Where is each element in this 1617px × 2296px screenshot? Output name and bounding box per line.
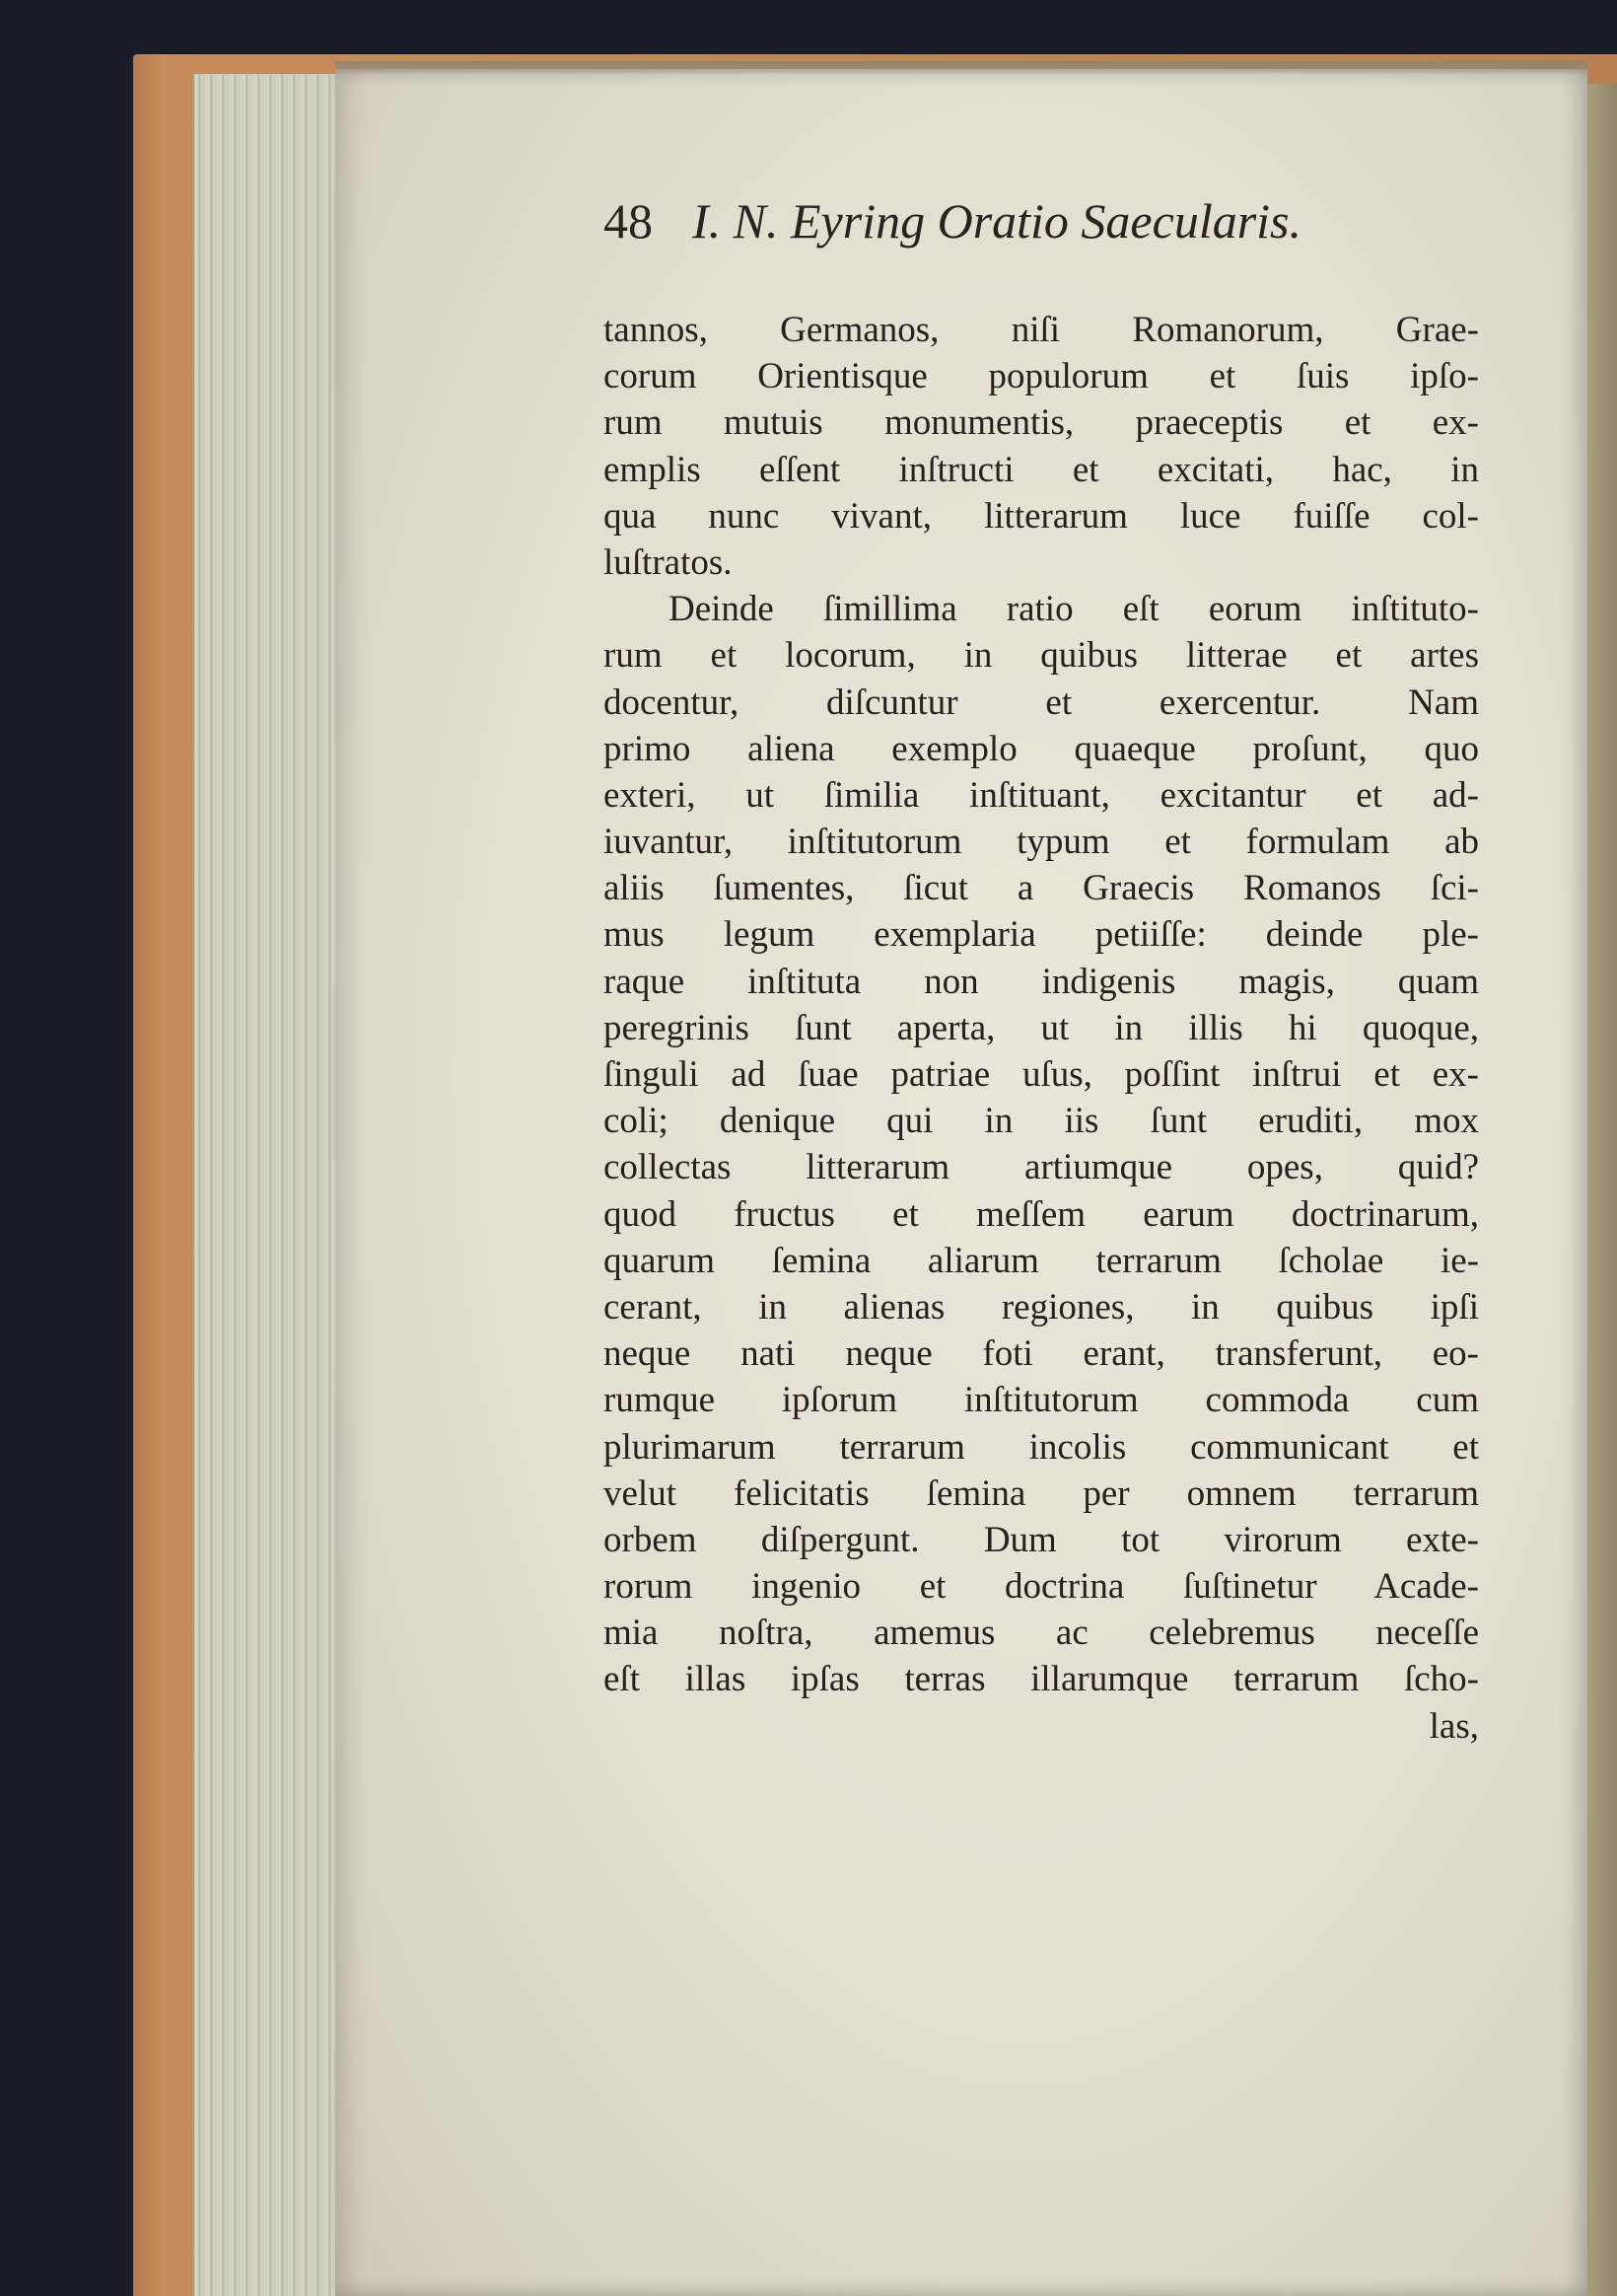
- text-line: mus legum exemplaria petiiſſe: deinde ple-: [603, 914, 1479, 956]
- text-line: cerant, in alienas regiones, in quibus ipſi: [603, 1286, 1479, 1327]
- text-line: velut felicitatis ſemina per omnem terrarum: [603, 1472, 1479, 1514]
- text-line: tannos, Germanos, niſi Romanorum, Grae-: [603, 310, 1479, 350]
- text-line: ſinguli ad ſuae patriae uſus, poſſint inſtrui et ex-: [603, 1054, 1479, 1095]
- text-line: peregrinis ſunt aperta, ut in illis hi quoque,: [603, 1007, 1479, 1048]
- running-header: [603, 192, 1491, 261]
- text-line: rum et locorum, in quibus litterae et artes: [603, 635, 1479, 677]
- page-number: 48: [603, 193, 653, 249]
- text-line: rum mutuis monumentis, praeceptis et ex-: [603, 402, 1479, 444]
- text-line: quarum ſemina aliarum terrarum ſcholae ie-: [603, 1240, 1479, 1281]
- text-line: plurimarum terrarum incolis communicant et: [603, 1426, 1479, 1468]
- running-title: I. N. Eyring Oratio Saecularis.: [692, 193, 1302, 249]
- text-line: primo aliena exemplo quaeque proſunt, quo: [603, 728, 1479, 769]
- text-line: rorum ingenio et doctrina ſuſtinetur Acade-: [603, 1566, 1479, 1608]
- text-line: iuvantur, inſtitutorum typum et formulam ab: [603, 822, 1479, 863]
- text-line: qua nunc vivant, litterarum luce fuiſſe col-: [603, 495, 1479, 537]
- text-line: coli; denique qui in iis ſunt eruditi, mox: [603, 1101, 1479, 1142]
- text-line: luſtratos.: [603, 541, 733, 583]
- text-line: collectas litterarum artiumque opes, quid?: [603, 1147, 1479, 1188]
- text-line: docentur, diſcuntur et exercentur. Nam: [603, 682, 1479, 723]
- text-line: neque nati neque foti erant, transferunt, eo-: [603, 1333, 1479, 1375]
- text-line: corum Orientisque populorum et ſuis ipſo-: [603, 356, 1479, 397]
- text-line: exteri, ut ſimilia inſtituant, excitantur et ad-: [603, 774, 1479, 816]
- text-line: orbem diſpergunt. Dum tot virorum exte-: [603, 1519, 1479, 1560]
- text-line: rumque ipſorum inſtitutorum commoda cum: [603, 1380, 1479, 1421]
- text-line: Deinde ſimillima ratio eſt eorum inſtituto-: [668, 589, 1479, 630]
- text-line: mia noſtra, amemus ac celebremus neceſſe: [603, 1613, 1479, 1654]
- page-edges-stack: [192, 74, 342, 2296]
- text-line: raque inſtituta non indigenis magis, quam: [603, 961, 1479, 1002]
- text-line: eſt illas ipſas terras illarumque terrarum ſcho-: [603, 1659, 1479, 1700]
- page-top-shadow: [335, 61, 1587, 75]
- catchword: las,: [1429, 1705, 1479, 1747]
- text-line: aliis ſumentes, ſicut a Graecis Romanos ſci-: [603, 868, 1479, 909]
- text-line: quod fructus et meſſem earum doctrinarum,: [603, 1193, 1479, 1235]
- body-text: [603, 307, 1479, 1750]
- text-line: emplis eſſent inſtructi et excitati, hac, in: [603, 449, 1479, 490]
